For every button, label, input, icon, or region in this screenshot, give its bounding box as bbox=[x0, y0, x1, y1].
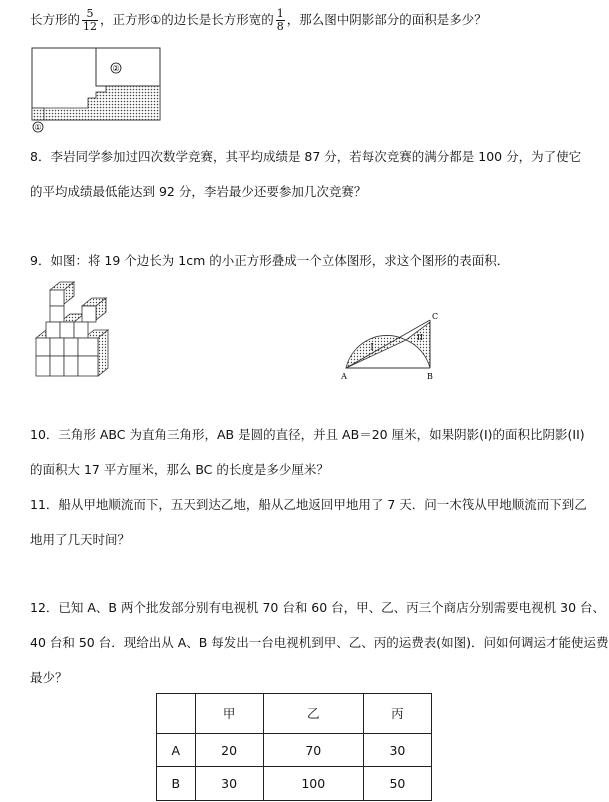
label-region-I: I bbox=[370, 343, 374, 353]
shaded-region bbox=[32, 86, 160, 120]
label-region-II: II bbox=[416, 333, 424, 342]
q10-line-2: 的面积大 17 平方厘米，那么 BC 的长度是多少厘米？ bbox=[30, 462, 329, 477]
q7-part2: ，正方形①的边长是长方形宽的 bbox=[100, 12, 274, 27]
q8-line-2: 的平均成绩最低能达到 92 分，李岩最少还要参加几次竞赛？ bbox=[30, 184, 367, 199]
q12-line-3: 最少？ bbox=[30, 670, 68, 685]
q9-line-1: 9．如图：将 19 个边长为 1cm 的小正方形叠成一个立体图形，求这个图形的表面积． bbox=[30, 253, 510, 268]
square-2-label: ② bbox=[112, 64, 120, 73]
rectangle-square-figure bbox=[30, 46, 165, 132]
table-cell: 30 bbox=[195, 767, 263, 801]
q7-part1: 长方形的 bbox=[30, 12, 81, 27]
q11-line-2: 地用了几天时间？ bbox=[30, 532, 131, 547]
q11-line-1: 11．船从甲地顺流而下，五天到达乙地，船从乙地返回甲地用了 7 天．问一木筏从甲地顺流而下到乙 bbox=[30, 497, 587, 512]
table-header-cell: 乙 bbox=[263, 694, 363, 734]
table-cell: 100 bbox=[263, 767, 363, 801]
label-B: B bbox=[427, 372, 433, 381]
q8-line-1: 8．李岩同学参加过四次数学竞赛，其平均成绩是 87 分，若每次竞赛的满分都是 100 分，为了使它 bbox=[30, 149, 582, 164]
table-cell: 50 bbox=[363, 767, 431, 801]
square-1-label: ① bbox=[34, 123, 42, 132]
table-header-cell bbox=[157, 694, 196, 734]
table-cell: A bbox=[157, 733, 196, 767]
label-C: C bbox=[431, 312, 439, 321]
label-A: A bbox=[341, 372, 347, 381]
q12-line-2: 40 台和 50 台．现给出从 A、B 每发出一台电视机到甲、乙、丙的运费表(如图)．问如何调运才能使运费 bbox=[30, 635, 609, 650]
shaded-region-II bbox=[406, 322, 430, 368]
square-1 bbox=[32, 108, 44, 120]
q7-part3: ，那么图中阴影部分的面积是多少？ bbox=[286, 12, 487, 27]
table-cell: B bbox=[157, 767, 196, 801]
table-header-cell: 丙 bbox=[363, 694, 431, 734]
table-row bbox=[157, 767, 432, 801]
q12-line-1: 12．已知 A、B 两个批发部分别有电视机 70 台和 60 台，甲、乙、丙三个商店分别需要电视机 30 台、 bbox=[30, 600, 606, 615]
q7-fraction-1: $\frac{5}{12}$ bbox=[83, 7, 98, 33]
triangle-semicircle-figure bbox=[338, 310, 448, 382]
table-row bbox=[157, 733, 432, 767]
q7-text bbox=[30, 8, 487, 33]
table-header-row bbox=[157, 694, 432, 734]
table-header-cell: 甲 bbox=[195, 694, 263, 734]
freight-cost-table bbox=[156, 693, 432, 801]
square-2 bbox=[96, 48, 160, 86]
table-cell: 70 bbox=[263, 733, 363, 767]
table-cell: 20 bbox=[195, 733, 263, 767]
cube-stack-figure bbox=[32, 280, 132, 380]
q7-fraction-2: $\frac{1}{8}$ bbox=[276, 7, 284, 33]
table-cell: 30 bbox=[363, 733, 431, 767]
q10-line-1: 10．三角形 ABC 为直角三角形，AB 是圆的直径，并且 AB＝20 厘米，如果阴影(I)的面积比阴影(II) bbox=[30, 427, 585, 442]
